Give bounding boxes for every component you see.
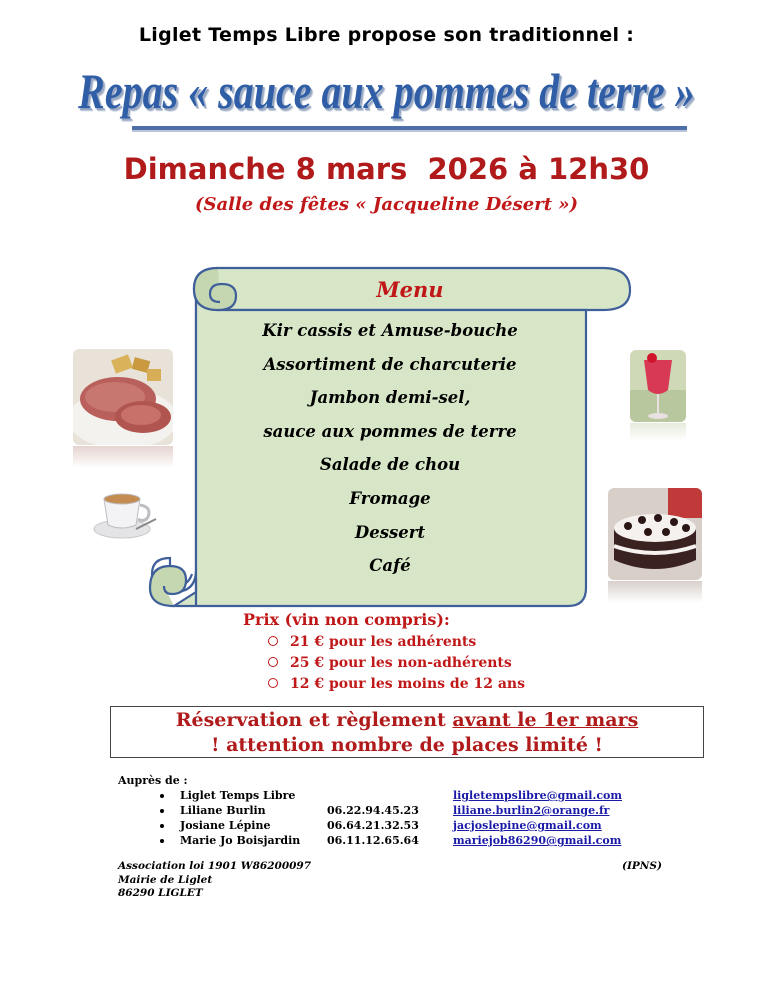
contact-row: Liliane Burlin 06.22.94.45.23 liliane.burlin2@orange.fr [0,804,773,819]
price-item: 12 € pour les moins de 12 ans [268,674,525,695]
kir-glass-photo [630,350,686,422]
footer-address [118,860,311,901]
kir-glass-reflection [630,423,686,441]
event-title: Repas « sauce aux pommes de terre » [78,63,695,119]
contact-row: Josiane Lépine 06.64.21.32.53 jacjoslepine@gmail.com [0,819,773,834]
menu-list [230,318,550,587]
circle-bullet-icon [268,636,278,646]
bullet-icon [160,824,164,828]
cake-reflection [608,581,702,603]
ham-plate-photo [73,349,173,445]
contact-row: Liglet Temps Libre ligletempslibre@gmail.com [0,789,773,804]
price-item: 21 € pour les adhérents [268,632,525,653]
circle-bullet-icon [268,678,278,688]
email-link[interactable]: mariejob86290@gmail.com [453,834,622,847]
bullet-icon [160,839,164,843]
reservation-deadline: avant le 1er mars [452,709,639,731]
coffee-cup-photo [92,485,158,541]
menu-item: Fromage [349,488,431,508]
menu-item: Assortiment de charcuterie [263,354,517,374]
prices-list [268,632,525,695]
menu-item: Jambon demi-sel, [309,388,471,408]
contact-row: Marie Jo Boisjardin 06.11.12.65.64 mariejob86290@gmail.com [0,834,773,849]
reservation-line-1: Réservation et règlement avant le 1er mars [175,709,639,731]
menu-item: Dessert [354,522,426,542]
email-link[interactable]: jacjoslepine@gmail.com [453,819,602,832]
event-venue: (Salle des fêtes « Jacqueline Désert ») [194,194,579,215]
event-date: Dimanche 8 mars 2026 à 12h30 [123,152,650,186]
black-forest-cake-photo [608,488,702,580]
footer-mairie: Mairie de Liglet [118,873,213,886]
price-item: 25 € pour les non-adhérents [268,653,525,674]
menu-item: Café [369,556,411,576]
contacts-heading: Auprès de : [118,774,188,787]
title-underline [132,126,687,130]
email-link[interactable]: liliane.burlin2@orange.fr [453,804,610,817]
ham-plate-reflection [73,446,173,468]
footer-association: Association loi 1901 W86200097 [118,860,312,872]
menu-title: Menu [376,277,444,302]
menu-item: Salade de chou [319,455,461,475]
reservation-line-2: ! attention nombre de places limité ! [211,734,603,756]
footer-city: 86290 LIGLET [118,887,203,899]
prices-title: Prix (vin non compris): [243,610,450,629]
reservation-box [110,706,704,758]
intro-text: Liglet Temps Libre propose son traditionnel : [138,24,635,46]
circle-bullet-icon [268,657,278,667]
menu-item: sauce aux pommes de terre [263,421,517,441]
menu-item: Kir cassis et Amuse-bouche [262,321,518,340]
bullet-icon [160,794,164,798]
bullet-icon [160,809,164,813]
email-link[interactable]: ligletempslibre@gmail.com [453,789,622,802]
ipns-label: (IPNS) [622,860,662,872]
